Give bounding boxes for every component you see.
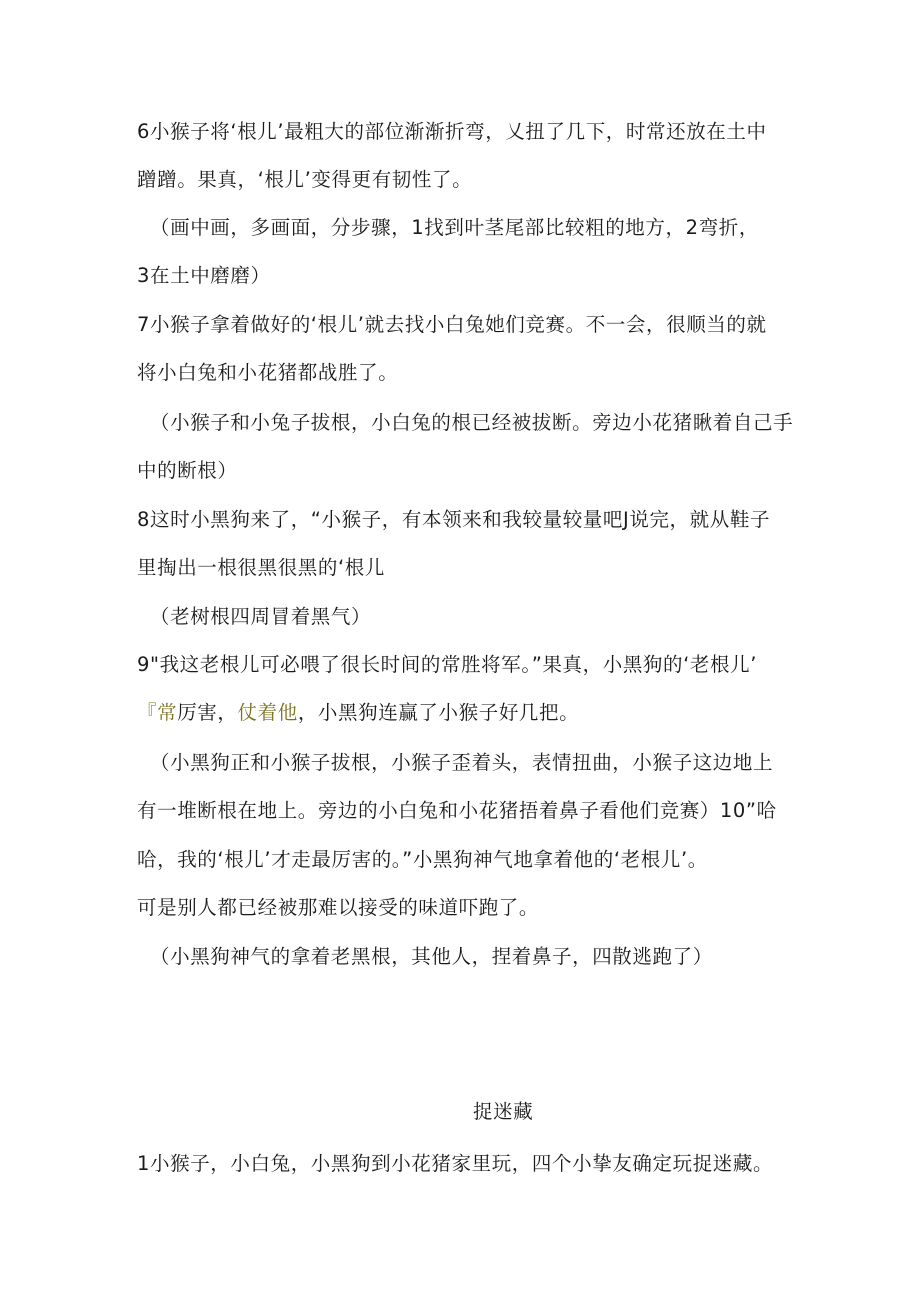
text-fragment: ，小黑狗连赢了小猴子好几把。	[297, 701, 580, 724]
text-line: 哈，我的‘根儿’才走最厉害的。”小黑狗神气地拿着他的‘老根儿’。	[137, 848, 708, 871]
text-line: 7小猴子拿着做好的‘根儿’就去找小白兔她们竞赛。不一会，很顺当的就	[137, 313, 767, 336]
text-fragment: 厉害，	[177, 701, 238, 724]
annotation-line: （老树根四周冒着黑气）	[150, 605, 372, 628]
annotation-line: （小猴子和小兔子拔根，小白兔的根已经被拔断。旁边小花猪瞅着自己手	[150, 411, 794, 434]
section-title: 捉迷藏	[473, 1100, 534, 1123]
annotation-line: （小黑狗正和小猴子拔根，小猴子歪着头，表情扭曲，小猴子这边地上	[150, 751, 774, 774]
text-line: 1小猴子，小白兔，小黑狗到小花猪家里玩，四个小挚友确定玩捉迷藏。	[137, 1152, 774, 1175]
olive-text-fragment: 仗着他	[237, 701, 298, 724]
text-line: 蹭蹭。果真，‘根儿’变得更有韧性了。	[137, 168, 473, 191]
text-line: 6小猴子将‘根儿’最粗大的部位渐渐折弯，乂扭了几下，时常还放在土中	[137, 120, 767, 143]
text-line: 8这时小黑狗来了，“小猴子，有本领来和我较量较量吧J说完，就从鞋子	[137, 508, 771, 531]
annotation-line: （小黑狗神气的拿着老黑根，其他人，捏着鼻子，四散逃跑了）	[150, 945, 713, 968]
text-line: 将小白兔和小花猪都战胜了。	[137, 361, 399, 384]
annotation-line: 中的断根）	[137, 459, 238, 482]
annotation-line: 有一堆断根在地上。旁边的小白兔和小花猪捂着鼻子看他们竞赛）10”哈	[137, 799, 777, 822]
text-line	[137, 699, 579, 727]
annotation-line: 3在土中磨磨）	[137, 264, 271, 287]
text-line: 里掏出一根很黑很黑的‘根儿	[137, 556, 385, 579]
text-line: 可是别人都已经被那难以接受的味道吓跑了。	[137, 896, 540, 919]
text-line: 9"我这老根儿可必喂了很长时间的常胜将军。”果真，小黑狗的‘老根儿’	[137, 653, 758, 676]
annotation-line: （画中画，多画面，分步骤，1找到叶茎尾部比较粗的地方，2弯折，	[150, 216, 759, 239]
olive-text-fragment: 『常	[137, 701, 178, 724]
